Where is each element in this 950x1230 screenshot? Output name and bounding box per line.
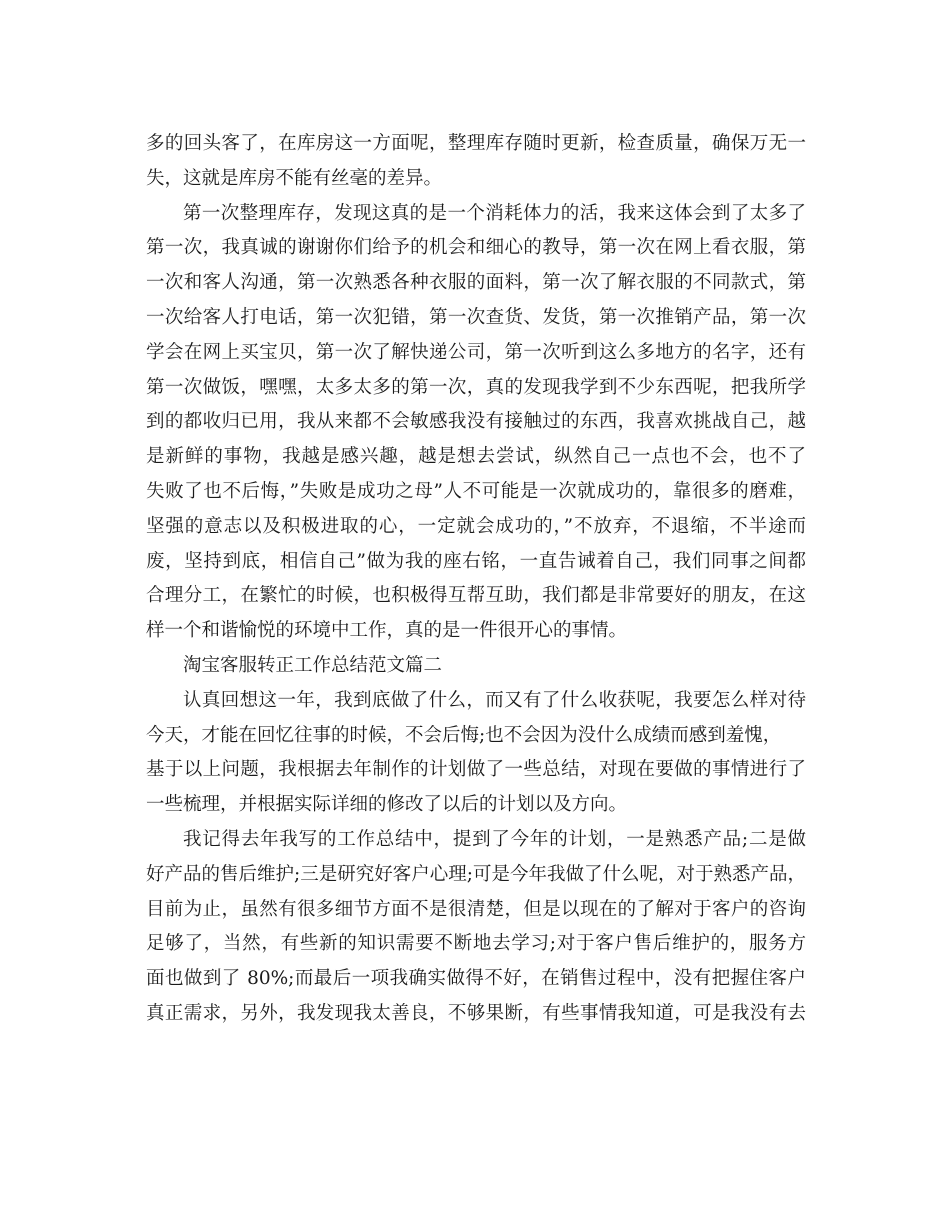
text-line: 一些梳理，并根据实际详细的修改了以后的计划以及方向。 xyxy=(146,794,628,816)
text-line: 学会在网上买宝贝，第一次了解快递公司，第一次听到这么多地方的名字，还有 xyxy=(146,341,806,363)
text-line: 一次给客人打电话，第一次犯错，第一次查货、发货，第一次推销产品，第一次 xyxy=(146,306,806,328)
text-line: 样一个和谐愉悦的环境中工作，真的是一件很开心的事情。 xyxy=(146,620,628,642)
text-line: 多的回头客了，在库房这一方面呢，整理库存随时更新，检查质量，确保万无一 xyxy=(146,133,806,154)
text-line: 面也做到了 80%;而最后一项我确实做得不好，在销售过程中，没有把握住客户 xyxy=(146,968,806,990)
text-line: 失败了也不后悔，”失败是成功之母”人不可能是一次就成功的，靠很多的磨难， xyxy=(146,480,806,502)
text-line: 第一次做饭，嘿嘿，太多太多的第一次，真的发现我学到不少东西呢，把我所学 xyxy=(146,376,806,398)
text-line: 第一次，我真诚的谢谢你们给予的机会和细心的教导，第一次在网上看衣服，第 xyxy=(146,237,806,259)
text-line: 坚强的意志以及积极进取的心，一定就会成功的，”不放弃，不退缩，不半途而 xyxy=(146,515,806,537)
text-line: 足够了，当然，有些新的知识需要不断地去学习;对于客户售后维护的，服务方 xyxy=(146,933,806,955)
text-line: 第一次整理库存，发现这真的是一个消耗体力的活，我来这体会到了太多了 xyxy=(183,202,806,224)
text-line: 真正需求，另外，我发现我太善良，不够果断，有些事情我知道，可是我没有去 xyxy=(146,1002,806,1024)
text-line: 一次和客人沟通，第一次熟悉各种衣服的面料，第一次了解衣服的不同款式，第 xyxy=(146,272,806,294)
text-line: 是新鲜的事物，我越是感兴趣，越是想去尝试，纵然自己一点也不会，也不了 xyxy=(146,446,806,468)
text-line: 今天，才能在回忆往事的时候，不会后悔;也不会因为没什么成绩而感到羞愧， xyxy=(146,724,782,746)
text-line: 我记得去年我写的工作总结中，提到了今年的计划，一是熟悉产品;二是做 xyxy=(183,828,806,850)
text-line: 认真回想这一年，我到底做了什么，而又有了什么收获呢，我要怎么样对待 xyxy=(183,689,806,711)
text-line: 到的都收归已用，我从来都不会敏感我没有接触过的东西，我喜欢挑战自己，越 xyxy=(146,411,806,433)
text-line: 合理分工，在繁忙的时候，也积极得互帮互助，我们都是非常要好的朋友，在这 xyxy=(146,585,806,607)
document-body xyxy=(146,127,806,1032)
text-line: 基于以上问题，我根据去年制作的计划做了一些总结，对现在要做的事情进行了 xyxy=(146,759,806,781)
text-line: 好产品的售后维护;三是研究好客户心理;可是今年我做了什么呢，对于熟悉产品， xyxy=(146,863,806,885)
text-line: 废，坚持到底，相信自己”做为我的座右铭，一直告诫着自己，我们同事之间都 xyxy=(146,550,806,572)
text-line: 失，这就是库房不能有丝毫的差异。 xyxy=(146,167,443,189)
text-line: 目前为止，虽然有很多细节方面不是很清楚，但是以现在的了解对于客户的咨询 xyxy=(146,898,806,920)
section-heading: 淘宝客服转正工作总结范文篇二 xyxy=(183,654,443,676)
